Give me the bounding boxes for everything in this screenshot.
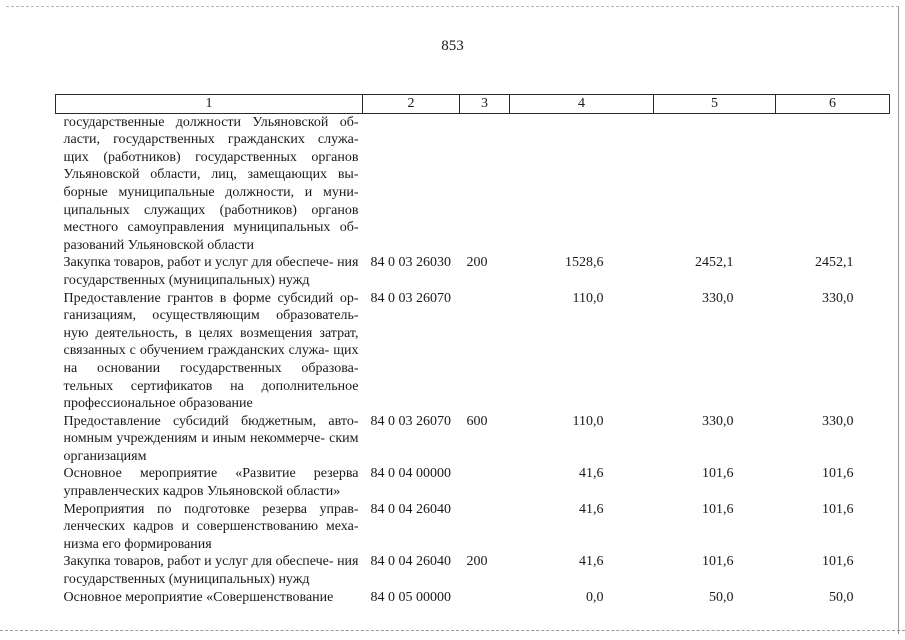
cell-description: [56, 290, 363, 413]
description-line: ленческих кадров и совершенствованию меха-: [63, 519, 359, 535]
cell-description: [56, 465, 363, 500]
description-line: ганизациям, осуществляющим образователь-: [63, 308, 359, 324]
description-line: ципальных служащих (работников) органов: [63, 202, 359, 218]
cell-code: 84 0 04 26040: [370, 501, 451, 517]
table-row: [56, 113, 890, 254]
cell-description: [56, 254, 363, 289]
cell-amount-col5: 50,0: [709, 589, 734, 605]
description-line: борные муниципальные должности, и муни-: [63, 184, 359, 200]
page-number: 853: [441, 38, 464, 54]
cell-amount-col4: [510, 113, 654, 254]
description-line: тельных сертификатов на дополнительное: [63, 378, 359, 394]
cell-expense-group: 600: [466, 413, 488, 429]
col-header-2: 2: [363, 95, 460, 114]
cell-amount-col6: 101,6: [822, 466, 854, 482]
cell-description: [56, 501, 363, 554]
cell-amount-col6: 330,0: [822, 290, 854, 306]
cell-description: [56, 413, 363, 466]
cell-amount-col4: 41,6: [579, 501, 604, 517]
description-line: щих (работников) государственных органов: [63, 149, 359, 165]
description-line: низма его формирования: [63, 536, 212, 552]
description-line: Основное мероприятие «Развитие резерва: [63, 466, 359, 482]
table-row: [56, 501, 890, 554]
cell-amount-col5: 101,6: [702, 501, 734, 517]
table-row: [56, 413, 890, 466]
description-line: щих на основании государственных образова-: [63, 343, 359, 376]
cell-amount-col5: 330,0: [702, 413, 734, 429]
description-line: ласти, государственных гражданских служа-: [63, 132, 359, 148]
cell-amount-col4: 0,0: [586, 589, 604, 605]
col-header-3: 3: [460, 95, 510, 114]
description-line: Предоставление субсидий бюджетным, авто-: [63, 413, 359, 429]
cell-expense-group: 200: [466, 255, 488, 271]
cell-description: [56, 113, 363, 254]
cell-code: 84 0 03 26030: [370, 255, 451, 271]
description-line: связанных с обучением гражданских служа-: [63, 343, 330, 359]
cell-amount-col6: 101,6: [822, 554, 854, 570]
cell-amount-col6: 330,0: [822, 413, 854, 429]
description-line: ную деятельность, в целях возмещения затрат,: [63, 325, 359, 341]
cell-expense-group: [460, 290, 510, 413]
cell-expense-group: 200: [466, 554, 488, 570]
description-line: ния государственных (муниципальных) нужд: [63, 255, 359, 288]
description-line: Мероприятия по подготовке резерва управ-: [63, 501, 359, 517]
cell-expense-group: [460, 501, 510, 554]
cell-amount-col4: 110,0: [572, 413, 604, 429]
cell-amount-col6: [776, 113, 890, 254]
cell-expense-group: [460, 113, 510, 254]
cell-expense-group: [460, 589, 510, 607]
cell-code: 84 0 04 00000: [370, 466, 451, 482]
cell-amount-col5: 330,0: [702, 290, 734, 306]
description-line: номным учреждениям и иным некоммерче-: [63, 431, 326, 447]
cell-amount-col6: 2452,1: [815, 255, 854, 271]
description-line: Основное мероприятие «Совершенствование: [63, 589, 334, 605]
cell-amount-col4: 110,0: [572, 290, 604, 306]
cell-amount-col4: 41,6: [579, 466, 604, 482]
header-row: [56, 95, 890, 114]
description-line: профессиональное образование: [63, 396, 253, 412]
cell-code: [363, 113, 460, 254]
table-row: [56, 553, 890, 588]
col-header-5: 5: [654, 95, 776, 114]
description-line: Предоставление грантов в форме субсидий ор-: [63, 290, 359, 306]
cell-description: [56, 553, 363, 588]
col-header-6: 6: [776, 95, 890, 114]
budget-table: [55, 94, 890, 606]
cell-amount-col5: 101,6: [702, 466, 734, 482]
cell-amount-col5: [654, 113, 776, 254]
description-line: разований Ульяновской области: [63, 237, 255, 253]
col-header-4: 4: [510, 95, 654, 114]
cell-code: 84 0 03 26070: [370, 290, 451, 306]
cell-description: [56, 589, 363, 607]
cell-amount-col6: 50,0: [829, 589, 854, 605]
cell-amount-col4: 1528,6: [565, 255, 604, 271]
cell-code: 84 0 05 00000: [370, 589, 451, 605]
cell-amount-col4: 41,6: [579, 554, 604, 570]
description-line: государственные должности Ульяновской об-: [63, 114, 359, 130]
col-header-1: 1: [56, 95, 363, 114]
table-row: [56, 290, 890, 413]
description-line: ским организациям: [63, 431, 359, 464]
cell-amount-col5: 101,6: [702, 554, 734, 570]
description-line: Закупка товаров, работ и услуг для обеспече-: [63, 554, 334, 570]
table-row: [56, 589, 890, 607]
cell-expense-group: [460, 465, 510, 500]
description-line: управленческих кадров Ульяновской области»: [63, 484, 341, 500]
cell-code: 84 0 04 26040: [370, 554, 451, 570]
table-row: [56, 465, 890, 500]
description-line: Закупка товаров, работ и услуг для обеспече-: [63, 255, 334, 271]
description-line: местного самоуправления муниципальных об-: [63, 220, 359, 236]
cell-amount-col5: 2452,1: [695, 255, 734, 271]
cell-amount-col6: 101,6: [822, 501, 854, 517]
cell-code: 84 0 03 26070: [370, 413, 451, 429]
page-bottom-edge: [0, 630, 905, 632]
description-line: Ульяновской области, лиц, замещающих вы-: [63, 167, 359, 183]
table-row: [56, 254, 890, 289]
description-line: ния государственных (муниципальных) нужд: [63, 554, 359, 588]
